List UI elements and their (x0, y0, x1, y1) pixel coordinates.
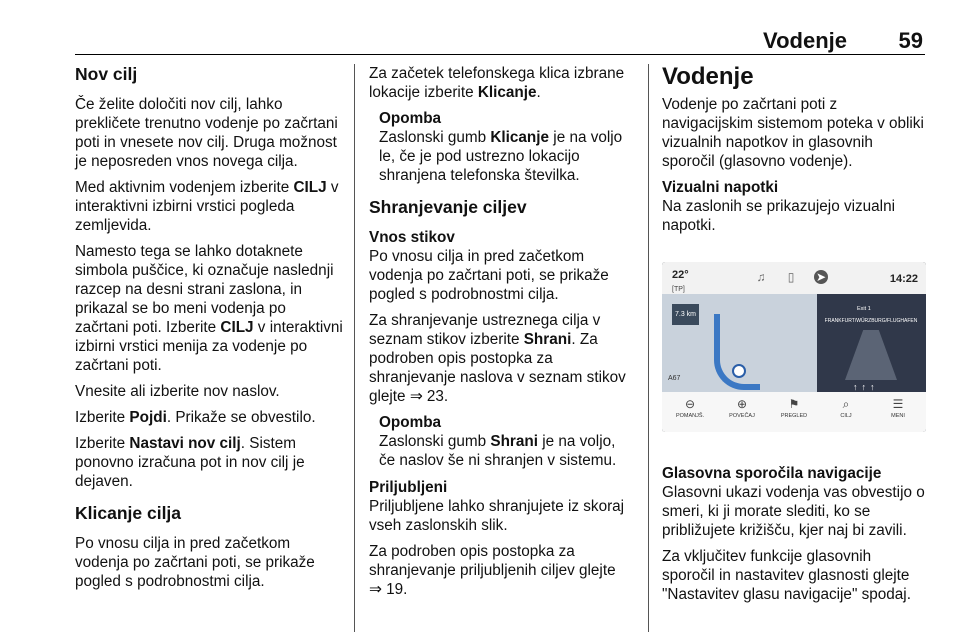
heading-vodenje: Vodenje (662, 63, 754, 90)
paragraph: Za podroben opis postopka za shranjevanje priljubljenih ciljev glejte ⇒ 19. (369, 543, 616, 598)
paragraph: Če želite določiti nov cilj, lahko prekličete trenutno vodenje po začrtani poti in vnesete nov cilj. Druga možnost je neposreden vnos novega cilja. (75, 96, 338, 170)
paragraph: Priljubljene lahko shranjujete iz skoraj vseh zaslonskih slik. (369, 498, 625, 534)
menu-icon: ☰ (892, 397, 904, 411)
zoom-out-icon: ⊖ (684, 397, 696, 411)
note-title: Opomba (379, 414, 442, 431)
page-number: 59 (898, 28, 923, 53)
paragraph: Za shranjevanje ustreznega cilja v seznam stikov izberite Shrani. Za podroben opis postopka za shranjevanje naslova v seznam stikov glejte ⇒ 23. (369, 312, 626, 405)
navigation-screen (662, 262, 926, 432)
note-box (369, 413, 635, 470)
zoom-in-icon: ⊕ (736, 397, 748, 411)
search-icon: ⌕ (842, 397, 850, 411)
paragraph: Po vnosu cilja in pred začetkom vodenja po začrtani poti, se prikaže pogled s podrobnostmi cilja. (75, 535, 315, 590)
column-divider (648, 64, 649, 632)
status-bar (662, 262, 926, 294)
note-text: Zaslonski gumb Klicanje je na voljo le, če je pod ustrezno lokacijo shranjena telefonska številka. (379, 129, 623, 184)
page-reference[interactable]: ⇒ 19. (369, 581, 408, 598)
paragraph: Za vključitev funkcije glasovnih sporočil in nastavitev glasnosti glejte "Nastavitev glasu navigacije" spodaj. (662, 548, 911, 603)
traffic-program-indicator: [TP] (672, 286, 685, 293)
distance-readout: 7.3 km (672, 304, 699, 325)
direction-sign: FRANKFURT/WÜRZBURG/FLUGHAFEN (824, 318, 918, 324)
overview-button[interactable]: ⚑ PREGLED (770, 396, 818, 430)
subheading-vnos-stikov: Vnos stikov (369, 229, 455, 246)
temperature: 22° (672, 269, 689, 281)
subheading-priljubljeni: Priljubljeni (369, 479, 448, 496)
flag-icon: ⚑ (788, 397, 800, 411)
lane-arrows-icon: ↑↑↑ (853, 382, 879, 392)
navigation-screen-figure (662, 242, 928, 452)
paragraph: Za začetek telefonskega klica izbrane lokacije izberite Klicanje. (369, 65, 625, 101)
heading-nov-cilj: Nov cilj (75, 64, 138, 84)
note-text: Zaslonski gumb Shrani je na voljo, če naslov še ni shranjen v sistemu. (379, 433, 617, 469)
paragraph: Vnesite ali izberite nov naslov. (75, 383, 280, 400)
road-label: A67 (668, 375, 681, 382)
menu-button[interactable]: ☰ MENI (874, 396, 922, 430)
paragraph: Glasovni ukazi vodenja vas obvestijo o smeri, ki ji morate slediti, ko se približujete križišču, kjer naj bi zavili. (662, 484, 925, 539)
lane-guidance-view[interactable] (817, 294, 926, 392)
paragraph: Na zaslonih se prikazujejo vizualni napotki. (662, 198, 895, 234)
exit-label: Exit 1 (857, 306, 871, 312)
map-view[interactable] (662, 294, 817, 392)
road-graphic (845, 330, 897, 380)
subheading-vizualni-napotki: Vizualni napotki (662, 179, 779, 196)
heading-klicanje-cilja: Klicanje cilja (75, 503, 182, 523)
paragraph: Vodenje po začrtani poti z navigacijskim sistemom poteka v obliki vizualnih napotkov in glasovnih sporočil (glasovno vodenje). (662, 96, 924, 170)
destination-button[interactable]: ⌕ CILJ (822, 396, 870, 430)
zoom-in-button[interactable]: ⊕ POVEČAJ (718, 396, 766, 430)
paragraph: Med aktivnim vodenjem izberite CILJ v interaktivni izbirni vrstici pogleda zemljevida. (75, 179, 339, 234)
paragraph: Po vnosu cilja in pred začetkom vodenja po začrtani poti, se prikaže pogled s podrobnostmi cilja. (369, 248, 609, 303)
column-2 (369, 64, 635, 606)
paragraph: Izberite Nastavi nov cilj. Sistem ponovno izračuna pot in nov cilj je dejaven. (75, 435, 305, 490)
page-header (0, 0, 960, 58)
paragraph: Izberite Pojdi. Prikaže se obvestilo. (75, 409, 316, 426)
phone-icon[interactable]: ▯ (787, 270, 795, 284)
note-box (369, 109, 635, 185)
heading-shranjevanje-ciljev: Shranjevanje ciljev (369, 197, 527, 217)
paragraph: Namesto tega se lahko dotaknete simbola puščice, ki označuje naslednji razcep na desni strani zaslona, in prikazal se bo meni vodenja po začrtani poti. Izberite CILJ v interaktivni izbirni vrstici menija za vodenje po začrtani poti. (75, 243, 343, 374)
interaction-selector-bar (662, 392, 926, 432)
header-rule (75, 54, 925, 55)
column-divider (354, 64, 355, 632)
column-1 (75, 64, 343, 598)
note-title: Opomba (379, 110, 442, 127)
route-line (714, 314, 760, 390)
column-3 (662, 64, 928, 611)
clock: 14:22 (889, 273, 918, 285)
navigation-icon[interactable]: ➤ (815, 270, 827, 284)
header-title: Vodenje (763, 28, 847, 53)
subheading-glasovna-sporocila: Glasovna sporočila navigacije (662, 465, 882, 482)
page-reference[interactable]: ⇒ 23. (409, 388, 449, 405)
music-icon[interactable]: ♫ (756, 270, 766, 284)
zoom-out-button[interactable]: ⊖ POMANJŠ. (666, 396, 714, 430)
vehicle-position-icon (732, 364, 746, 378)
